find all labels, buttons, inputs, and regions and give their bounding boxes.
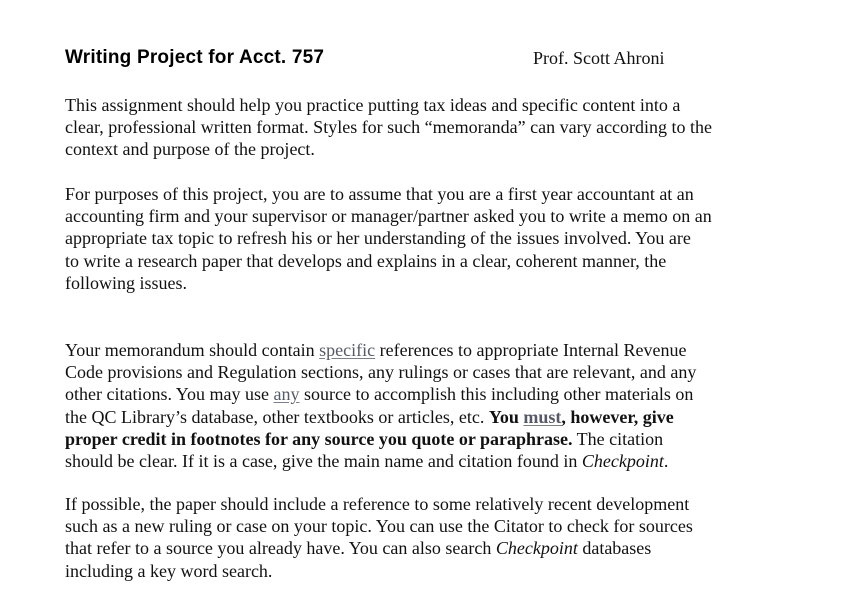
paragraph-line: accounting firm and your supervisor or manager/partner asked you to write a memo on an — [65, 206, 712, 227]
paragraph-intro — [65, 94, 765, 161]
paragraph-recent-development — [65, 493, 765, 582]
paragraph-line: following issues. — [65, 272, 188, 293]
text-run: other citations. You may use — [65, 384, 274, 405]
paragraph-line: to write a research paper that develops and explains in a clear, coherent manner, the — [65, 250, 667, 271]
paragraph-line — [65, 428, 765, 450]
document-title: Writing Project for Acct. 757 — [65, 47, 325, 68]
paragraph-line — [65, 450, 765, 472]
paragraph-line: Code provisions and Regulation sections, any rulings or cases that are relevant, and any — [65, 362, 697, 383]
bold-run: You — [488, 406, 524, 427]
text-run: . — [663, 451, 669, 472]
text-run: The citation — [572, 428, 664, 449]
text-run: that refer to a source you already have. You can also search — [65, 538, 496, 559]
paragraph-line: such as a new ruling or case on your topic. You can use the Citator to check for sources — [65, 516, 693, 537]
paragraph-references — [65, 339, 765, 472]
text-run: references to appropriate Internal Revenue — [375, 340, 687, 360]
paragraph-line: appropriate tax topic to refresh his or her understanding of the issues involved. You are — [65, 228, 691, 249]
underlined-word-must: must — [523, 406, 562, 427]
text-run: Your memorandum should contain — [65, 340, 320, 360]
paragraph-line: If possible, the paper should include a reference to some relatively recent development — [65, 494, 690, 514]
text-run: the QC Library’s database, other textbooks or articles, etc. — [65, 406, 489, 427]
paragraph-line — [65, 537, 765, 559]
paragraph-line — [65, 383, 765, 405]
paragraph-assumptions — [65, 183, 765, 294]
text-run: source to accomplish this including other materials on — [299, 384, 694, 405]
paragraph-line: context and purpose of the project. — [65, 139, 315, 160]
italic-run: Checkpoint — [495, 538, 578, 559]
paragraph-line: For purposes of this project, you are to assume that you are a first year accountant at an — [65, 184, 694, 204]
underlined-word-any: any — [273, 384, 300, 405]
paragraph-line — [65, 406, 765, 428]
paragraph-line: This assignment should help you practice putting tax ideas and specific content into a — [65, 95, 681, 115]
professor-name: Prof. Scott Ahroni — [533, 48, 665, 68]
paragraph-line: including a key word search. — [65, 560, 273, 581]
bold-run: , however, give — [561, 406, 674, 427]
underlined-word-specific: specific — [319, 340, 376, 360]
text-run: databases — [577, 538, 652, 559]
paragraph-line: clear, professional written format. Styles for such “memoranda” can vary according to the — [65, 117, 713, 138]
bold-run: proper credit in footnotes for any source you quote or paraphrase. — [65, 428, 573, 449]
text-run: should be clear. If it is a case, give the main name and citation found in — [65, 451, 582, 472]
paragraph-line — [65, 339, 765, 361]
italic-run: Checkpoint — [581, 451, 664, 472]
